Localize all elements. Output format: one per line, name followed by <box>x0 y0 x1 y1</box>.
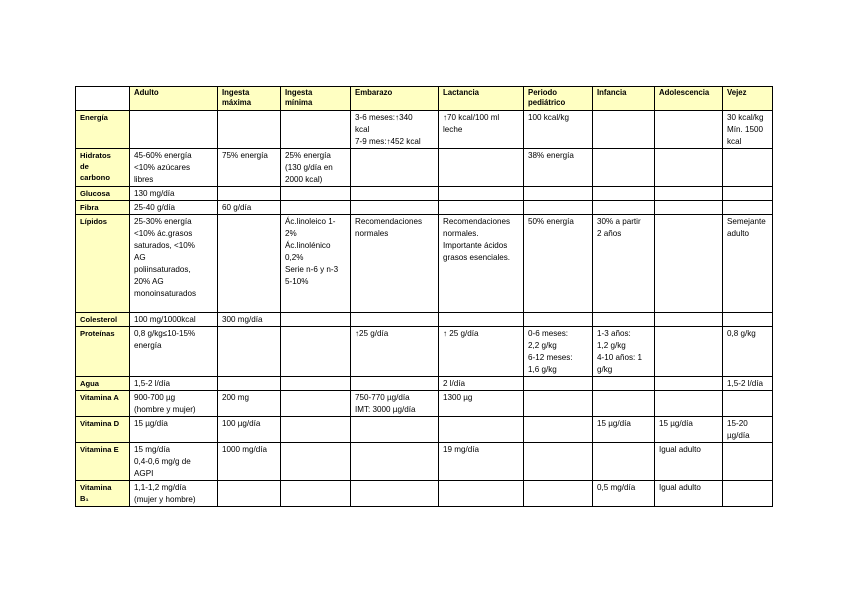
table-cell <box>524 377 593 391</box>
header-corner-cell <box>76 87 130 111</box>
table-cell: 19 mg/día <box>439 443 524 481</box>
table-cell <box>351 481 439 507</box>
table-cell <box>655 111 723 149</box>
table-cell <box>655 377 723 391</box>
table-cell <box>723 149 773 187</box>
table-cell <box>130 111 218 149</box>
table-cell <box>281 201 351 215</box>
table-cell <box>439 201 524 215</box>
table-cell <box>218 187 281 201</box>
table-cell <box>351 417 439 443</box>
table-cell <box>281 481 351 507</box>
table-cell <box>593 313 655 327</box>
table-row <box>76 481 773 507</box>
table-cell: 50% energía <box>524 215 593 313</box>
table-row <box>76 391 773 417</box>
row-label: Vitamina E <box>76 443 130 481</box>
table-cell: 2 l/día <box>439 377 524 391</box>
table-cell: Recomendaciones normales. Importante ácidos grasos esenciales. <box>439 215 524 313</box>
table-cell <box>524 201 593 215</box>
table-cell <box>593 149 655 187</box>
table-cell <box>524 443 593 481</box>
table-cell: 0,8 g/kg <box>723 327 773 377</box>
column-header: Ingesta mínima <box>281 87 351 111</box>
table-cell <box>655 215 723 313</box>
table-body <box>76 111 773 507</box>
table-cell <box>281 443 351 481</box>
table-cell <box>439 313 524 327</box>
table-cell <box>593 111 655 149</box>
table-row <box>76 313 773 327</box>
column-header: Adolescencia <box>655 87 723 111</box>
table-cell <box>281 391 351 417</box>
row-label: Proteínas <box>76 327 130 377</box>
table-cell <box>439 481 524 507</box>
column-header: Ingesta máxima <box>218 87 281 111</box>
table-row <box>76 443 773 481</box>
table-cell <box>524 313 593 327</box>
row-label: Vitamina B₁ <box>76 481 130 507</box>
table-cell <box>593 443 655 481</box>
table-cell: 0,8 g/kg≤10-15% energía <box>130 327 218 377</box>
column-header: Adulto <box>130 87 218 111</box>
table-cell: 100 kcal/kg <box>524 111 593 149</box>
row-label: Fibra <box>76 201 130 215</box>
table-cell <box>723 391 773 417</box>
table-cell: ↑70 kcal/100 ml leche <box>439 111 524 149</box>
table-cell <box>655 201 723 215</box>
table-cell <box>524 417 593 443</box>
table-cell: 750-770 µg/día IMT: 3000 µg/día <box>351 391 439 417</box>
table-cell: 100 mg/1000kcal <box>130 313 218 327</box>
row-label: Energía <box>76 111 130 149</box>
table-cell: 15 µg/día <box>593 417 655 443</box>
table-cell <box>655 313 723 327</box>
table-cell <box>351 313 439 327</box>
table-cell <box>723 187 773 201</box>
row-label: Vitamina A <box>76 391 130 417</box>
table-cell <box>593 201 655 215</box>
column-header: Embarazo <box>351 87 439 111</box>
table-row <box>76 327 773 377</box>
table-cell: 30% a partir 2 años <box>593 215 655 313</box>
table-cell <box>723 313 773 327</box>
row-label: Lípidos <box>76 215 130 313</box>
table-cell <box>281 111 351 149</box>
table-header-row <box>76 87 773 111</box>
table-cell: 3-6 meses:↑340 kcal 7-9 mes:↑452 kcal <box>351 111 439 149</box>
table-cell: 45-60% energía <10% azúcares libres <box>130 149 218 187</box>
table-cell: Ác.linoleico 1- 2% Ác.linolénico 0,2% Serie n-6 y n-3 5-10% <box>281 215 351 313</box>
table-cell <box>593 187 655 201</box>
table-cell <box>351 377 439 391</box>
table-row <box>76 149 773 187</box>
table-cell <box>281 313 351 327</box>
table-cell: Igual adulto <box>655 443 723 481</box>
table-cell <box>281 377 351 391</box>
table-cell: 1300 µg <box>439 391 524 417</box>
table-cell: 30 kcal/kg Mín. 1500 kcal <box>723 111 773 149</box>
table-cell <box>524 481 593 507</box>
column-header: Periodo pediátrico <box>524 87 593 111</box>
table-cell: Semejante adulto <box>723 215 773 313</box>
table-row <box>76 417 773 443</box>
table-cell <box>351 149 439 187</box>
table-cell <box>655 391 723 417</box>
table-row <box>76 215 773 313</box>
table-cell: 1,1-1,2 mg/día (mujer y hombre) <box>130 481 218 507</box>
table-cell <box>593 377 655 391</box>
column-header: Infancia <box>593 87 655 111</box>
table-cell: 1-3 años: 1,2 g/kg 4-10 años: 1 g/kg <box>593 327 655 377</box>
row-label: Agua <box>76 377 130 391</box>
table-cell <box>593 391 655 417</box>
table-cell <box>218 481 281 507</box>
row-label: Hidratos de carbono <box>76 149 130 187</box>
table-cell: 25-30% energía <10% ác.grasos saturados, <10% AG poliinsaturados, 20% AG monoinsaturados <box>130 215 218 313</box>
table-cell: Recomendaciones normales <box>351 215 439 313</box>
table-row <box>76 377 773 391</box>
table-cell <box>439 417 524 443</box>
table-cell <box>281 187 351 201</box>
table-cell <box>218 111 281 149</box>
table-cell <box>655 327 723 377</box>
table-cell: 15 µg/día <box>130 417 218 443</box>
table-cell: 300 mg/día <box>218 313 281 327</box>
table-cell: 900-700 µg (hombre y mujer) <box>130 391 218 417</box>
table-cell: ↑ 25 g/día <box>439 327 524 377</box>
table-cell: 0,5 mg/día <box>593 481 655 507</box>
table-cell <box>218 215 281 313</box>
table-cell: 1000 mg/día <box>218 443 281 481</box>
table-cell: 130 mg/día <box>130 187 218 201</box>
table-cell: ↑25 g/día <box>351 327 439 377</box>
table-cell <box>281 327 351 377</box>
table-cell <box>218 327 281 377</box>
table-cell: 25% energía (130 g/día en 2000 kcal) <box>281 149 351 187</box>
table-cell: 38% energía <box>524 149 593 187</box>
table-row <box>76 111 773 149</box>
table-cell <box>281 417 351 443</box>
column-header: Vejez <box>723 87 773 111</box>
table-cell: 15-20 µg/día <box>723 417 773 443</box>
row-label: Vitamina D <box>76 417 130 443</box>
table-cell <box>723 201 773 215</box>
table-cell <box>351 201 439 215</box>
table-cell <box>655 187 723 201</box>
row-label: Colesterol <box>76 313 130 327</box>
table-cell: 75% energía <box>218 149 281 187</box>
table-cell: 15 µg/día <box>655 417 723 443</box>
table-cell: 100 µg/día <box>218 417 281 443</box>
table-cell <box>439 187 524 201</box>
nutrition-table <box>75 86 773 507</box>
table-cell: 60 g/día <box>218 201 281 215</box>
table-cell <box>218 377 281 391</box>
table-cell <box>524 187 593 201</box>
table-cell: 1,5-2 l/día <box>723 377 773 391</box>
table-cell <box>723 443 773 481</box>
table-cell <box>351 443 439 481</box>
column-header: Lactancia <box>439 87 524 111</box>
table-cell <box>723 481 773 507</box>
table-cell <box>439 149 524 187</box>
table-cell: 25-40 g/día <box>130 201 218 215</box>
table-cell: 200 mg <box>218 391 281 417</box>
table-cell <box>655 149 723 187</box>
table-row <box>76 187 773 201</box>
table-cell: Igual adulto <box>655 481 723 507</box>
table-row <box>76 201 773 215</box>
table-cell: 15 mg/día 0,4-0,6 mg/g de AGPI <box>130 443 218 481</box>
table-cell: 0-6 meses: 2,2 g/kg 6-12 meses: 1,6 g/kg <box>524 327 593 377</box>
row-label: Glucosa <box>76 187 130 201</box>
table-cell <box>524 391 593 417</box>
table-cell: 1,5-2 l/día <box>130 377 218 391</box>
table-cell <box>351 187 439 201</box>
